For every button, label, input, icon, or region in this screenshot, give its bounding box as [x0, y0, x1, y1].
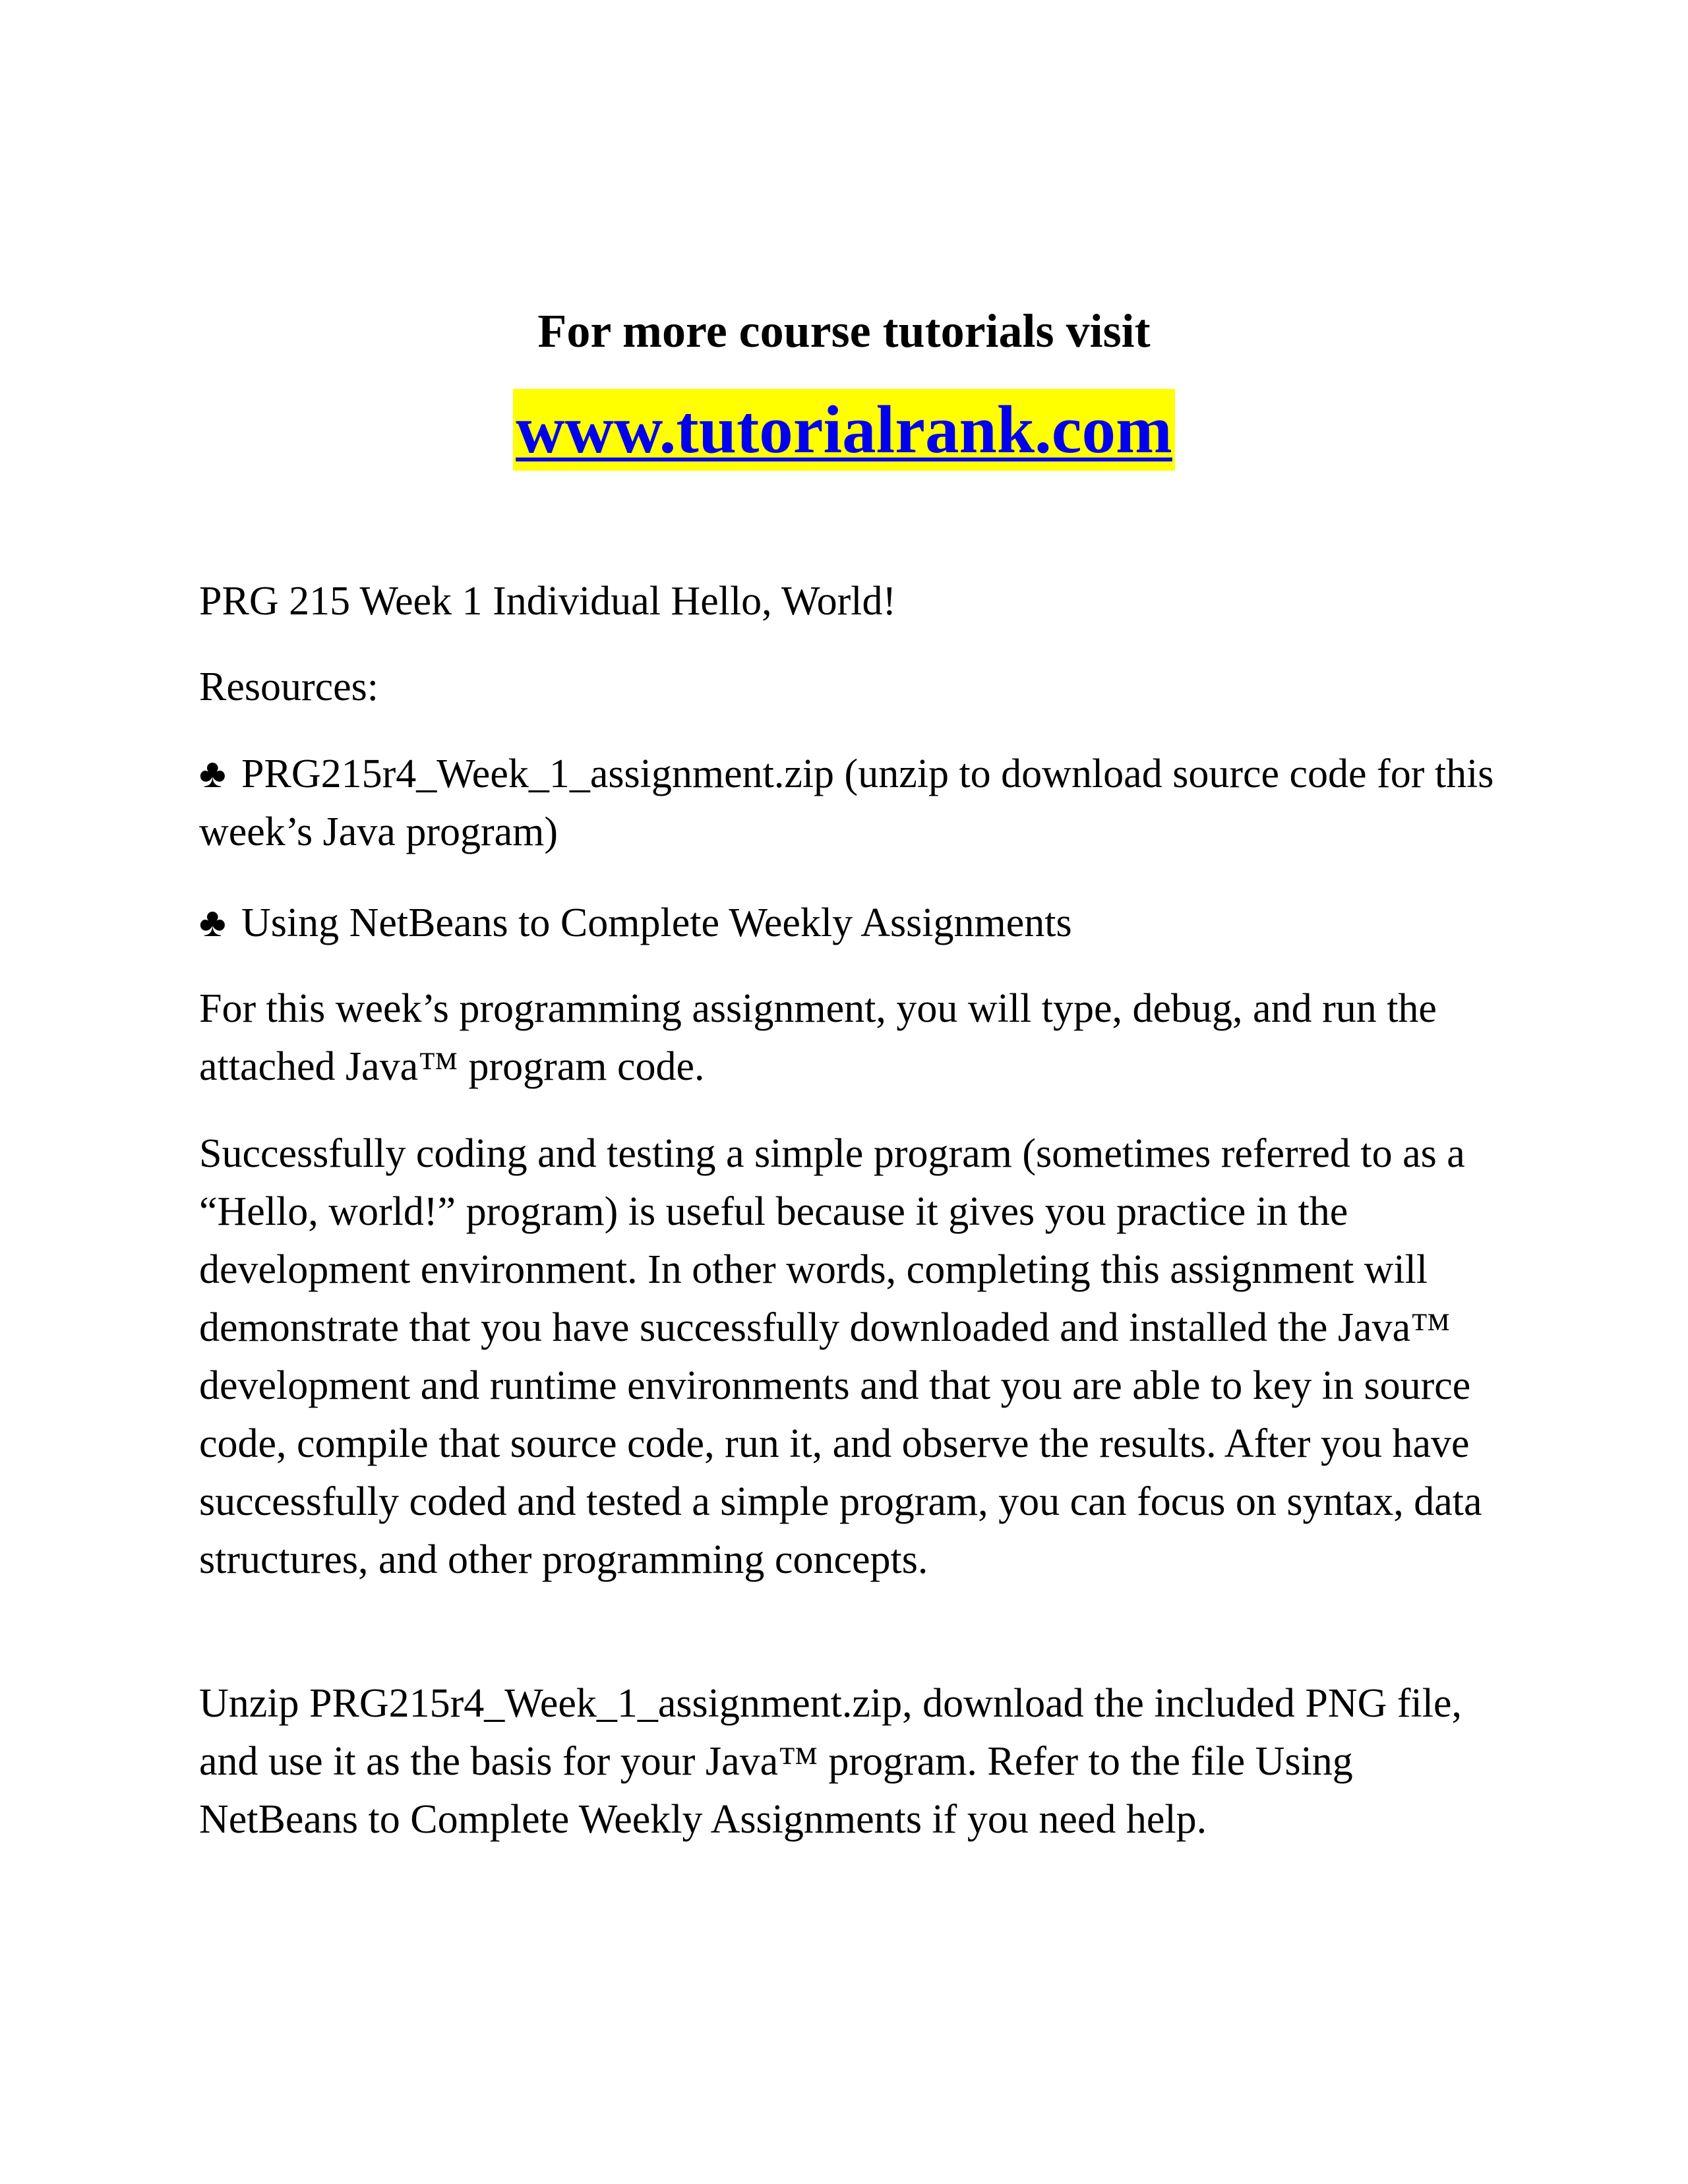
resource-bullet-item: [199, 745, 1518, 861]
resource-bullet-text: PRG215r4_Week_1_assignment.zip (unzip to download source code for this week’s Java program): [199, 752, 1494, 854]
promo-heading: For more course tutorials visit: [537, 305, 1151, 357]
assignment-title: PRG 215 Week 1 Individual Hello, World!: [199, 579, 897, 624]
resource-bullet-text: Using NetBeans to Complete Weekly Assignments: [241, 900, 1072, 945]
body-paragraph: Unzip PRG215r4_Week_1_assignment.zip, download the included PNG file, and use it as the basis for your Java™ program. Refer to the file Using NetBeans to Complete Weekly Assignments if you need help.: [199, 1681, 1462, 1842]
promo-link-container: [0, 389, 1688, 471]
body-paragraph: Successfully coding and testing a simple program (sometimes referred to as a “Hello, world!” program) is useful because it gives you practice in the development environment. In other words, completing this assignment will demonstrate that you have successfully downloaded and installed the Java™ development and runtime environments and that you are able to key in source code, compile that source code, run it, and observe the results. After you have successfully coded and tested a simple program, you can focus on syntax, data structures, and other programming concepts.: [199, 1131, 1482, 1582]
body-paragraph: For this week’s programming assignment, you will type, debug, and run the attached Java™ program code.: [199, 986, 1437, 1089]
resources-label: Resources:: [199, 664, 379, 709]
tutorialrank-link[interactable]: www.tutorialrank.com: [513, 389, 1175, 471]
resource-bullet-item: [199, 894, 1518, 952]
club-bullet-icon: ♣: [199, 752, 226, 796]
club-bullet-icon: ♣: [199, 900, 226, 945]
